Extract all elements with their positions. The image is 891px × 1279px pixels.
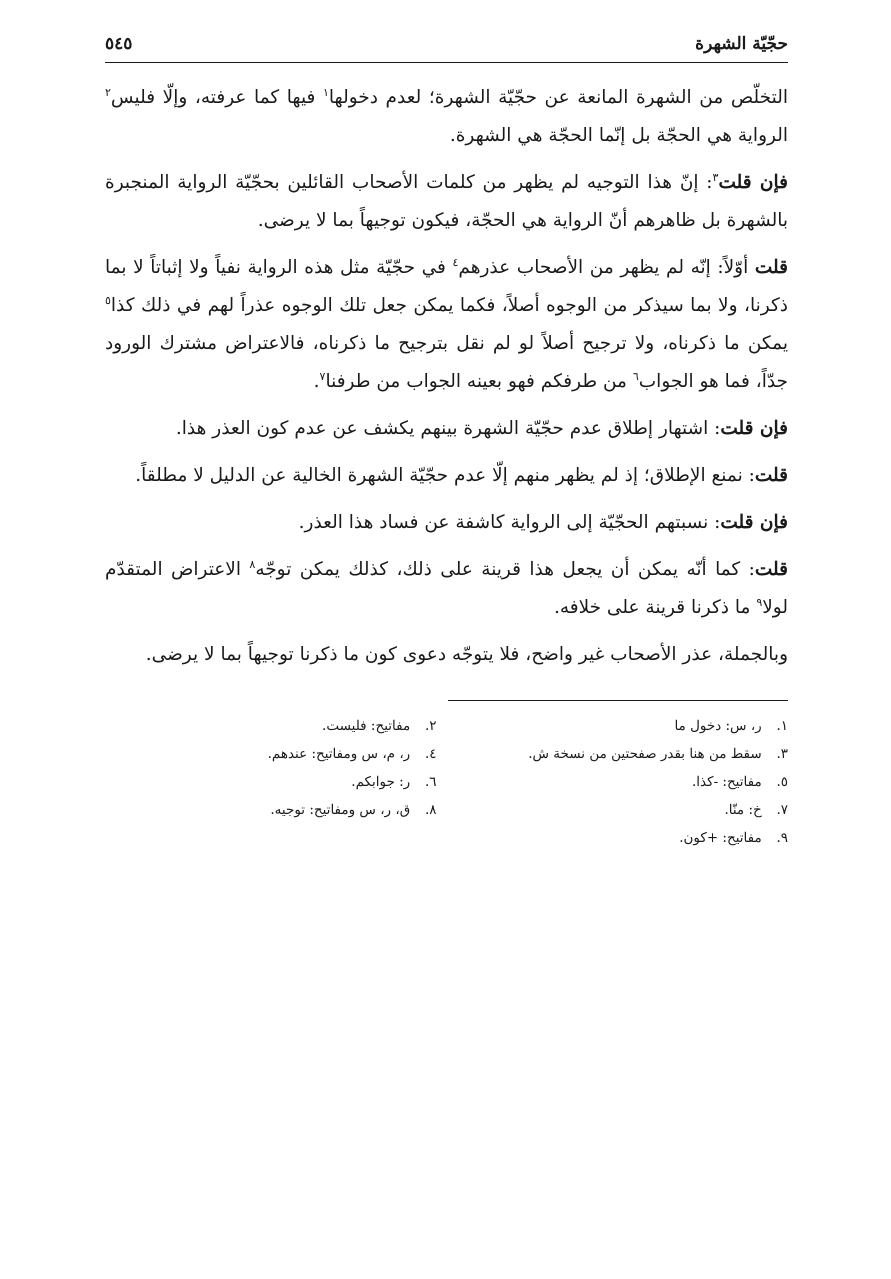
footnote-ref: ٤ <box>452 255 459 269</box>
keyword: قلت <box>754 465 788 486</box>
footnote-ref: ٨ <box>249 557 256 571</box>
footnote-number: ٧. <box>776 802 788 818</box>
paragraph-2 <box>105 164 788 240</box>
text-run: وبالجملة، عذر الأصحاب غير واضح، فلا يتوجّه دعوى كون ما ذكرنا توجيهاً بما لا يرضى. <box>145 644 788 665</box>
footnote-divider <box>448 700 788 701</box>
footnote-number: ٨. <box>424 802 437 818</box>
footnote-text: ر، س: دخول ما <box>674 718 762 734</box>
text-run: التخلّص من الشهرة المانعة عن حجّيّة الشهرة؛ لعدم دخولها <box>328 87 788 108</box>
book-page <box>105 30 788 849</box>
footnote-ref: ٧ <box>319 369 326 383</box>
footnote-text: سقط من هنا بقدر صفحتين من نسخة ش. <box>528 746 762 762</box>
text-run: يمكن ما ذكرناه، ولا ترجيح أصلاً لو لم نقل بترجيح ما ذكرناه، فالاعتراض مشترك الورود جدّاً، فما هو الجواب <box>105 333 788 392</box>
footnotes <box>105 715 788 849</box>
text-run: فيها كما عرفته، وإلّا فليس <box>110 87 323 108</box>
footnote-text: ر، م، س ومفاتيح: عندهم. <box>267 746 411 762</box>
footnote-number: ٣. <box>776 746 788 762</box>
text-run: الاعتراض المتقدّم لولا <box>105 559 788 618</box>
text-run: . <box>313 371 320 392</box>
text-run: الرواية هي الحجّة بل إنّما الحجّة هي الشهرة. <box>449 125 788 146</box>
footnote-ref: ٣ <box>712 170 719 184</box>
paragraph-5 <box>105 457 788 495</box>
keyword: قلت <box>754 559 788 580</box>
footnote-text: ق، ر، س ومفاتيح: توجيه. <box>270 802 411 818</box>
footnote-7 <box>457 799 789 821</box>
footnote-4 <box>105 743 437 765</box>
footnote-text: مفاتيح: فليست. <box>322 718 411 734</box>
keyword: قلت <box>754 257 788 278</box>
footnote-ref: ٢ <box>105 85 111 99</box>
paragraph-6 <box>105 504 788 542</box>
footnote-5 <box>457 771 789 793</box>
footnote-ref: ١ <box>323 85 329 99</box>
keyword: فإن قلت <box>720 418 788 439</box>
footnote-number: ٥. <box>776 774 788 790</box>
text-run: : اشتهار إطلاق عدم حجّيّة الشهرة بينهم يكشف عن عدم كون العذر هذا. <box>175 418 721 439</box>
footnote-text: مفاتيح: -كذا. <box>692 774 762 790</box>
footnote-text: خ: منّا. <box>724 802 762 818</box>
text-run: : كما أنّه يمكن أن يجعل هذا قرينة على ذلك، كذلك يمكن توجّه <box>255 559 755 580</box>
footnote-6 <box>105 771 437 793</box>
keyword: فإن قلت <box>718 172 788 193</box>
body-text <box>105 79 788 674</box>
footnote-text: مفاتيح: +كون. <box>679 830 762 846</box>
footnote-number: ٤. <box>424 746 437 762</box>
text-run: من طرفكم فهو بعينه الجواب من طرفنا <box>325 371 633 392</box>
footnote-8 <box>105 799 437 821</box>
footnote-ref: ٩ <box>756 595 763 609</box>
text-run: : نمنع الإطلاق؛ إذ لم يظهر منهم إلّا عدم حجّيّة الشهرة الخالية عن الدليل لا مطلقاً. <box>135 465 755 486</box>
text-run: : نسبتهم الحجّيّة إلى الرواية كاشفة عن فساد هذا العذر. <box>298 512 721 533</box>
footnote-text: ر: جوابكم. <box>351 774 411 790</box>
text-run: أوّلاً: إنّه لم يظهر من الأصحاب عذرهم <box>458 257 755 278</box>
paragraph-7 <box>105 551 788 627</box>
keyword: فإن قلت <box>720 512 788 533</box>
running-title: حجّيّة الشهرة <box>695 34 788 54</box>
text-run: ما ذكرنا قرينة على خلافه. <box>553 597 757 618</box>
paragraph-8 <box>105 636 788 674</box>
footnote-ref: ٦ <box>632 369 639 383</box>
paragraph-4 <box>105 410 788 448</box>
text-run: : إنّ هذا التوجيه لم يظهر من كلمات الأصحاب القائلين بحجّيّة الرواية المنجبرة بالشهرة بل ظاهرهم أنّ الرواية هي الحجّة، فيكون توجيهاً بما لا يرضى. <box>105 172 788 231</box>
footnote-number: ١. <box>776 718 788 734</box>
paragraph-1 <box>105 79 788 155</box>
footnote-number: ٢. <box>424 718 437 734</box>
footnote-2 <box>105 715 437 737</box>
text-run: في حجّيّة مثل هذه الرواية نفياً ولا إثباتاً لا بما ذكرنا، ولا بما سيذكر من الوجوه أصلاً، فكما يمكن جعل تلك الوجوه عذراً لهم في ذلك كذا <box>105 257 788 316</box>
paragraph-3 <box>105 249 788 401</box>
footnote-3 <box>457 743 789 765</box>
footnote-9 <box>457 827 789 849</box>
footnote-number: ٩. <box>776 830 788 846</box>
page-number: ٥٤٥ <box>105 34 133 54</box>
footnote-1 <box>457 715 789 737</box>
footnote-ref: ٥ <box>105 293 111 307</box>
page-header <box>105 30 788 63</box>
footnote-number: ٦. <box>424 774 437 790</box>
